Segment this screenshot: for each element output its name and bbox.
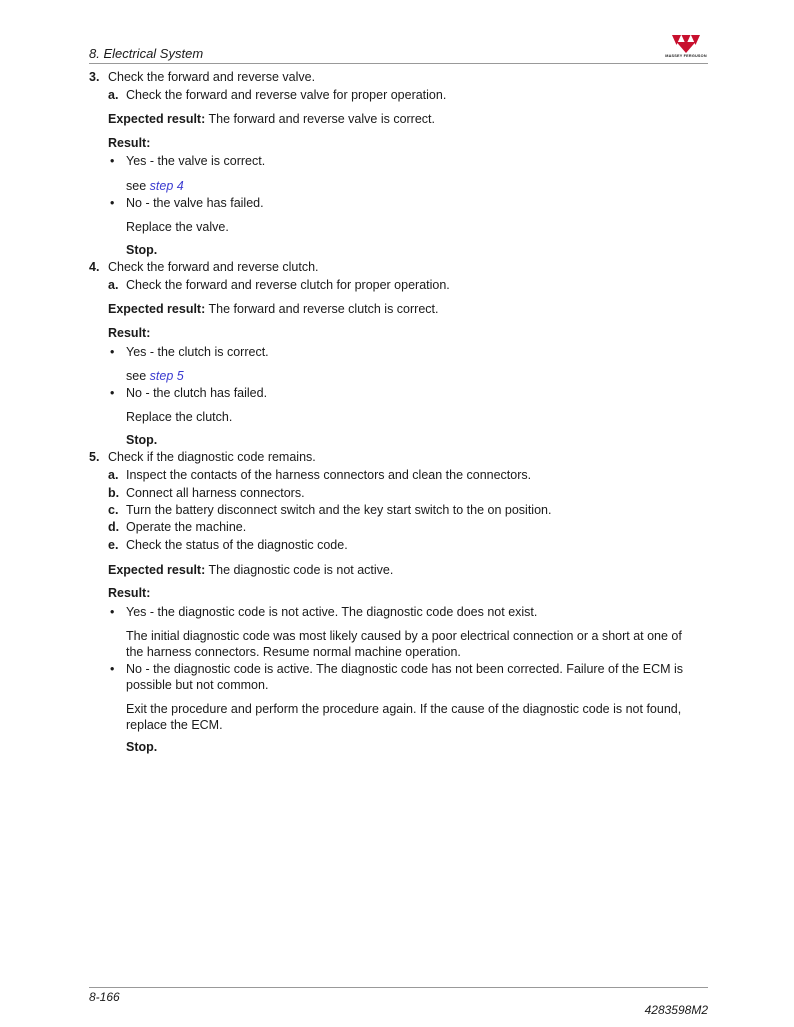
step-5-link[interactable]: step 5: [149, 369, 184, 383]
step-3a-text: Check the forward and reverse valve for proper operation.: [126, 88, 447, 102]
step-5e-text: Check the status of the diagnostic code.: [126, 538, 348, 552]
step-4a-letter: a.: [108, 278, 119, 292]
step-4-result-label: Result:: [108, 326, 151, 340]
bullet: •: [110, 154, 115, 168]
step-5-yes-detail-line-1: The initial diagnostic code was most likely caused by a poor electrical connection or a short at one of: [126, 629, 682, 643]
expected-text: The forward and reverse clutch is correct.: [208, 302, 439, 316]
step-4-expected: [108, 302, 438, 316]
expected-label: Expected result:: [108, 302, 206, 316]
step-5-no-line-2: possible but not common.: [126, 678, 269, 692]
step-5b-text: Connect all harness connectors.: [126, 486, 305, 500]
step-4a-text: Check the forward and reverse clutch for proper operation.: [126, 278, 450, 292]
step-3-text: Check the forward and reverse valve.: [108, 70, 316, 84]
step-5-no-line-1: No - the diagnostic code is active. The diagnostic code has not been corrected. Failure of the ECM is: [126, 662, 684, 676]
step-4-stop: Stop.: [126, 433, 158, 447]
step-4-yes: Yes - the clutch is correct.: [126, 345, 269, 359]
step-4-number: 4.: [89, 260, 100, 274]
expected-label: Expected result:: [108, 112, 206, 126]
step-3-no: No - the valve has failed.: [126, 196, 264, 210]
step-5-stop: Stop.: [126, 740, 158, 754]
see-label: see: [126, 369, 147, 383]
expected-text: The diagnostic code is not active.: [208, 563, 394, 577]
step-5-result-label: Result:: [108, 586, 151, 600]
page-number: 8-166: [89, 990, 120, 1004]
bullet: •: [110, 196, 115, 210]
step-4-text: Check the forward and reverse clutch.: [108, 260, 319, 274]
step-3-expected: [108, 112, 435, 126]
step-5d-text: Operate the machine.: [126, 520, 247, 534]
step-5c-letter: c.: [108, 503, 119, 517]
document-number: 4283598M2: [644, 1003, 708, 1017]
expected-text: The forward and reverse valve is correct.: [208, 112, 435, 126]
step-5d-letter: d.: [108, 520, 120, 534]
step-3-number: 3.: [89, 70, 100, 84]
step-5-no-detail-line-1: Exit the procedure and perform the procedure again. If the cause of the diagnostic code is not found,: [126, 702, 682, 716]
step-5a-text: Inspect the contacts of the harness connectors and clean the connectors.: [126, 468, 532, 482]
step-3-stop: Stop.: [126, 243, 158, 257]
step-5-number: 5.: [89, 450, 100, 464]
header-divider: [89, 63, 708, 64]
step-5-text: Check if the diagnostic code remains.: [108, 450, 316, 464]
step-4-no: No - the clutch has failed.: [126, 386, 268, 400]
step-3a-letter: a.: [108, 88, 119, 102]
step-4-no-detail: Replace the clutch.: [126, 410, 233, 424]
footer-divider: [89, 987, 708, 988]
step-5c-text: Turn the battery disconnect switch and the key start switch to the on position.: [126, 503, 552, 517]
bullet: •: [110, 345, 115, 359]
step-3-no-detail: Replace the valve.: [126, 220, 229, 234]
step-5-yes-detail-line-2: the harness connectors. Resume normal machine operation.: [126, 645, 461, 659]
bullet: •: [110, 605, 115, 619]
step-5e-letter: e.: [108, 538, 119, 552]
step-4-see: [126, 369, 184, 383]
see-label: see: [126, 179, 147, 193]
section-title: 8. Electrical System: [89, 46, 204, 61]
step-5-expected: [108, 563, 393, 577]
logo-text: MASSEY FERGUSON: [665, 54, 707, 58]
bullet: •: [110, 386, 115, 400]
step-5b-letter: b.: [108, 486, 120, 500]
expected-label: Expected result:: [108, 563, 206, 577]
step-3-see: [126, 179, 184, 193]
triple-triangle-icon: [672, 35, 700, 53]
step-5-no-detail-line-2: replace the ECM.: [126, 718, 223, 732]
step-5-yes: Yes - the diagnostic code is not active. The diagnostic code does not exist.: [126, 605, 538, 619]
step-3-yes: Yes - the valve is correct.: [126, 154, 266, 168]
brand-logo: [664, 35, 708, 61]
bullet: •: [110, 662, 115, 676]
step-4-link[interactable]: step 4: [149, 179, 184, 193]
step-3-result-label: Result:: [108, 136, 151, 150]
step-5a-letter: a.: [108, 468, 119, 482]
